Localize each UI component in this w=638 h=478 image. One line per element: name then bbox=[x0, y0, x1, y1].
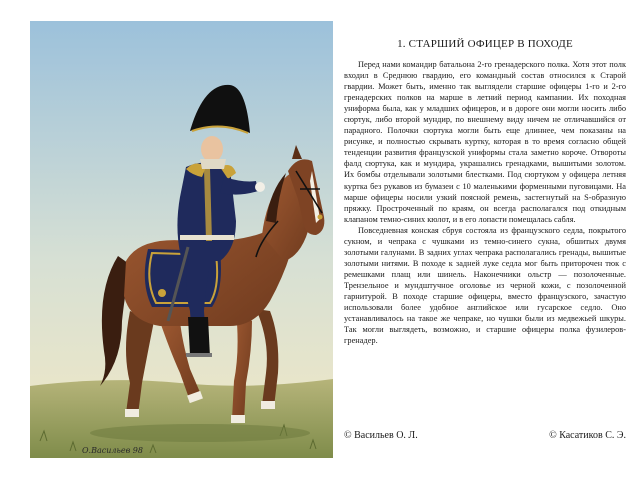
illustration-plate bbox=[30, 21, 333, 458]
credit-right: © Касатиков С. Э. bbox=[549, 430, 626, 441]
text-column bbox=[344, 38, 626, 346]
rider-glove bbox=[255, 182, 265, 192]
horse-shadow bbox=[90, 424, 310, 442]
hoof bbox=[261, 401, 275, 409]
rider-face bbox=[201, 136, 223, 162]
rider-collar bbox=[200, 159, 226, 169]
officer-on-horse-illustration bbox=[30, 21, 333, 458]
hoof bbox=[125, 409, 139, 417]
artist-signature: О.Васильев 98 bbox=[82, 446, 143, 455]
grenade-embroidery bbox=[158, 289, 166, 297]
plate-title: 1. СТАРШИЙ ОФИЦЕР В ПОХОДЕ bbox=[397, 38, 573, 50]
stirrup bbox=[186, 353, 212, 357]
bit-ring bbox=[318, 215, 323, 220]
credit-left: © Васильев О. Л. bbox=[344, 430, 418, 441]
rider-boot bbox=[188, 317, 210, 357]
paragraph-1: Перед нами командир батальона 2-го гренадерского полка. Хотя этот полк входил в Среднюю гвардию, его командный состав относился к Старой гвардии. Может быть, именно так выглядели старшие офицеры 1-го и 2-го гренадерских полков на марше в летний период кампании. Их походная униформа была, как у младших офицеров, и в дороге они могли носить либо сюртук, либо второй мундир, по внешнему виду ничем не отличавшийся от парадного. Полочки сюртука могли быть еще длиннее, чем показаны на рисунке, и полностью скрывать куртку, которая в то время согласно общей тенденции развития французской униформы стала заметно короче. Отвороты фалд сюртука, как и мундира, украшались гренадками, вышитыми золотом. Их бомбы отделывали золотыми блестками. Под сюртуком у офицера летняя куртка без рукавов из бумазеи с 10 маленькими форменными пуговицами. На марше офицеры носили узкий поясной ремень, застегнутый на S-образную пряжку. Простроченный по краям, он всегда располагался под откидным клапаном темно-синих кюлот, и в его лопасти помещалась сабля. bbox=[344, 60, 626, 224]
ground bbox=[30, 379, 333, 458]
copyright-credits bbox=[344, 430, 626, 441]
hoof bbox=[231, 415, 245, 423]
belt bbox=[180, 235, 234, 240]
paragraph-2: Повседневная конская сбруя состояла из французского седла, покрытого сукном, и чепрака с чушками из темно-синего сукна, обшитых двумя золотыми галунами. В задних углах чепрака располагались гренады, вышитые золотыми нитями. В походе к задней луке седла мог быть приторочен тюк с ремешками плащ или шинель. Наконечники ольстр — позолоченные. Трензельное и мундштучное оголовье из черной кожи, с позолоченной гарнитурой. В походе старшие офицеры, вместо французского, зачастую использовали более удобное английское или гусарское седло. Оно устанавливалось на такое же чепраке, но чушки были из медвежьей шкуры. Так могли выглядеть, возможно, и старшие офицеры полка фузилеров-гренадер. bbox=[344, 225, 626, 346]
